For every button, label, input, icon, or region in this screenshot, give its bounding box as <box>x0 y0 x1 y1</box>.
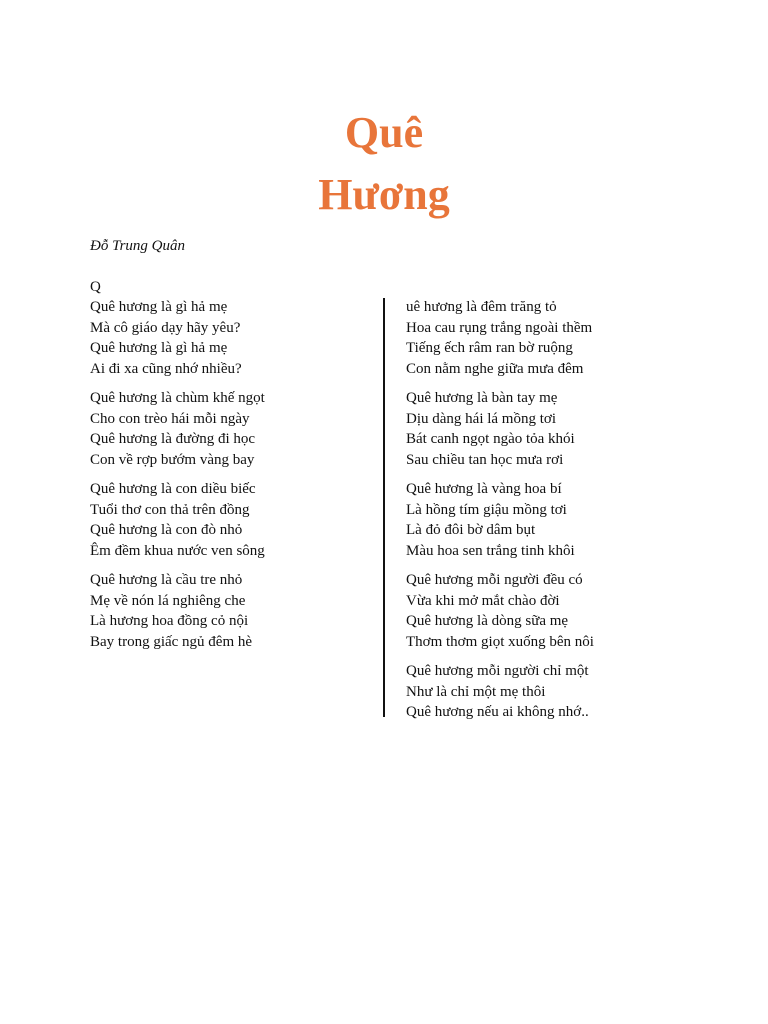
poem-stanza <box>406 661 706 723</box>
column-divider <box>383 298 385 717</box>
poem-line: Quê hương là con diều biếc <box>90 481 256 497</box>
poem-line: Màu hoa sen trắng tinh khôi <box>406 542 575 559</box>
poem-line: Êm đềm khua nước ven sông <box>90 542 265 559</box>
poem-stanza <box>90 570 375 652</box>
poem-line: Bay trong giấc ngủ đêm hè <box>90 633 253 650</box>
poem-line: Ai đi xa cũng nhớ nhiều? <box>90 360 242 377</box>
poem-line: Thơm thơm giọt xuống bên nôi <box>406 633 594 650</box>
poem-line: Quê hương là đường đi học <box>90 431 256 447</box>
poem-line: Dịu dàng hái lá mồng tơi <box>406 410 556 427</box>
poem-line: Mà cô giáo dạy hãy yêu? <box>90 319 241 336</box>
poem-line: Vừa khi mở mắt chào đời <box>406 592 560 609</box>
poem-stanza <box>90 297 375 379</box>
poem-right-column <box>406 297 706 732</box>
poem-line: Hoa cau rụng trắng ngoài thềm <box>406 319 593 336</box>
poem-line: Là đỏ đôi bờ dâm bụt <box>406 522 536 538</box>
poem-stanza <box>90 388 375 470</box>
poem-author: Đỗ Trung Quân <box>90 238 186 254</box>
poem-line: Quê hương là dòng sữa mẹ <box>406 613 569 629</box>
drop-cap-letter: Q <box>90 279 101 295</box>
poem-line: Cho con trèo hái mỗi ngày <box>90 410 250 427</box>
poem-line: Quê hương là gì hả mẹ <box>90 299 228 315</box>
poem-line: Quê hương mỗi người chỉ một <box>406 663 589 679</box>
poem-line: Tiếng ếch râm ran bờ ruộng <box>406 340 573 356</box>
poem-title-line-2: Hương <box>318 170 450 219</box>
poem-line: Bát canh ngọt ngào tỏa khói <box>406 431 575 447</box>
poem-title-line-1: Quê <box>344 108 424 157</box>
poem-stanza <box>406 297 706 379</box>
poem-line: Quê hương là cầu tre nhỏ <box>90 572 243 588</box>
poem-line: Quê hương nếu ai không nhớ.. <box>406 704 589 720</box>
poem-line: Như là chỉ một mẹ thôi <box>406 683 546 700</box>
poem-stanza <box>90 479 375 561</box>
poem-line: Tuổi thơ con thả trên đồng <box>90 501 250 518</box>
poem-line: Con về rợp bướm vàng bay <box>90 451 255 468</box>
poem-line: Quê hương là bàn tay mẹ <box>406 390 558 406</box>
poem-line: Sau chiều tan học mưa rơi <box>406 451 564 468</box>
poem-line: Quê hương là gì hả mẹ <box>90 340 228 356</box>
poem-line: Quê hương là chùm khế ngọt <box>90 390 265 406</box>
poem-line: Là hồng tím giậu mồng tơi <box>406 501 567 518</box>
poem-stanza <box>406 570 706 652</box>
poem-stanza <box>406 479 706 561</box>
poem-line: Mẹ về nón lá nghiêng che <box>90 592 246 609</box>
poem-line: uê hương là đêm trăng tỏ <box>406 299 557 315</box>
poem-stanza <box>406 388 706 470</box>
poem-left-column <box>90 297 375 661</box>
poem-line: Con nằm nghe giữa mưa đêm <box>406 360 584 377</box>
poem-line: Là hương hoa đồng cỏ nội <box>90 613 249 629</box>
poem-line: Quê hương là vàng hoa bí <box>406 481 562 497</box>
poem-line: Quê hương là con đò nhỏ <box>90 522 243 538</box>
poem-line: Quê hương mỗi người đều có <box>406 572 583 588</box>
